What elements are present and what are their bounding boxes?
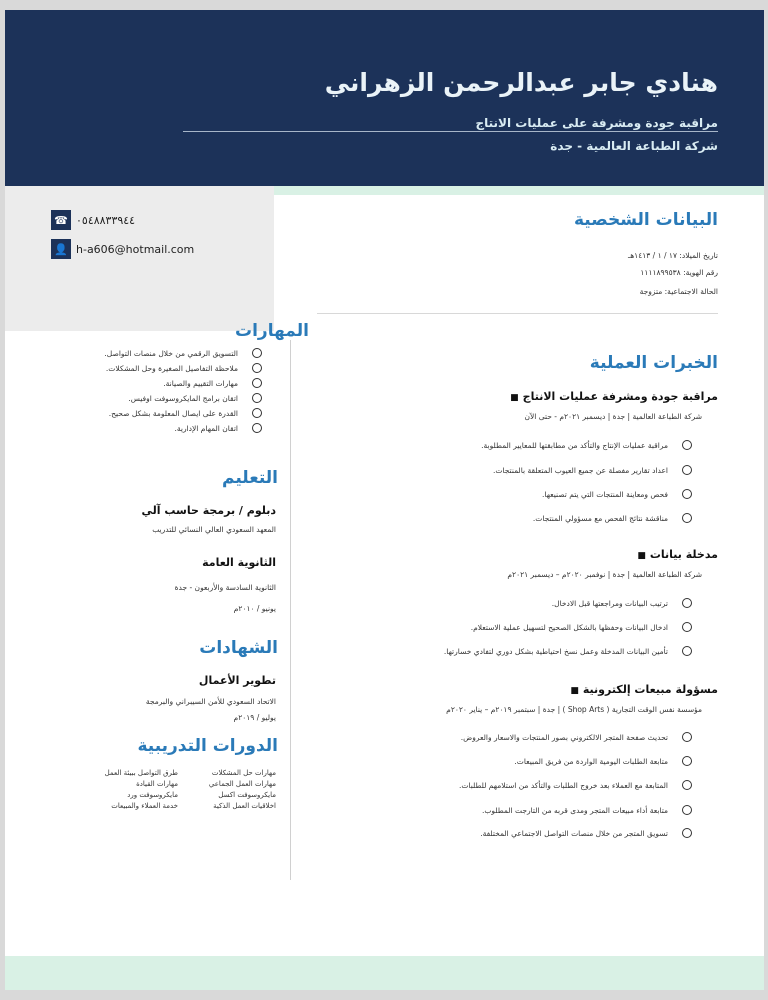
courses-column-right	[209, 769, 276, 813]
bullet-circle-icon	[252, 363, 262, 373]
education-date: يونيو / ٢٠١٠م	[233, 604, 276, 613]
bullet-circle-icon	[682, 756, 692, 766]
job-bullet: تسويق المتجر من خلال منصات التواصل الاجتماعي المختلفة.	[480, 828, 692, 838]
contact-box	[5, 186, 274, 331]
resume-header	[5, 10, 764, 186]
certificate-title: تطوير الأعمال	[198, 674, 276, 687]
accent-strip-bottom	[5, 956, 764, 990]
personal-divider	[317, 313, 718, 314]
bullet-circle-icon	[682, 805, 692, 815]
bullet-circle-icon	[682, 732, 692, 742]
job-bullet: مناقشة نتائج الفحص مع مسؤولي المنتجات.	[533, 513, 692, 523]
education-heading: التعليم	[222, 468, 278, 488]
course-item: مهارات القيادة	[136, 780, 178, 788]
person-name: هنادي جابر عبدالرحمن الزهراني	[324, 68, 718, 97]
job-title: مسؤولة مبيعات إلكترونية ■	[570, 683, 718, 696]
experience-heading: الخبرات العملية	[589, 353, 718, 373]
contact-phone-row	[51, 209, 135, 231]
personal-heading: البيانات الشخصية	[573, 210, 718, 230]
job-meta: شركة الطباعة العالمية | جدة | نوفمبر ٢٠٢٠م – ديسمبر ٢٠٢١م	[507, 570, 702, 579]
user-icon: 👤	[51, 239, 71, 259]
birth-date: تاريخ الميلاد: ١٧ / ١ / ١٤١٣هـ	[628, 251, 718, 260]
marital-status: الحالة الاجتماعية: متزوجة	[639, 287, 718, 296]
column-divider	[290, 340, 291, 880]
bullet-circle-icon	[252, 348, 262, 358]
courses-heading: الدورات التدريبية	[137, 736, 278, 756]
course-item: خدمة العملاء والمبيعات	[111, 802, 178, 810]
course-item: طرق التواصل ببيئة العمل	[104, 769, 178, 777]
course-item: مهارات حل المشكلات	[211, 769, 276, 777]
bullet-circle-icon	[682, 598, 692, 608]
contact-email-row	[51, 238, 194, 260]
education-title: دبلوم / برمجة حاسب آلي	[141, 504, 276, 517]
bullet-circle-icon	[682, 828, 692, 838]
job-title: مدخلة بيانات ■	[637, 548, 718, 561]
job-bullet: ادخال البيانات وحفظها بالشكل الصحيح لتسهيل عملية الاستعلام.	[471, 622, 692, 632]
bullet-circle-icon	[252, 393, 262, 403]
education-institute: الثانوية السادسة والأربعون - جدة	[174, 583, 276, 592]
course-item: مايكروسوفت ورد	[127, 791, 178, 799]
skill-item: ملاحظة التفاصيل الصغيرة وحل المشكلات.	[106, 363, 262, 373]
job-bullet: المتابعة مع العملاء بعد خروج الطلبات والتأكد من استلامهم للطلبات.	[459, 780, 692, 790]
bullet-circle-icon	[682, 465, 692, 475]
bullet-circle-icon	[682, 440, 692, 450]
job-bullet: تأمين البيانات المدخلة وعمل نسخ احتياطية بشكل دوري لتفادي خسارتها.	[444, 646, 692, 656]
bullet-circle-icon	[682, 513, 692, 523]
courses-column-left	[105, 769, 178, 813]
bullet-circle-icon	[252, 408, 262, 418]
bullet-circle-icon	[252, 423, 262, 433]
skill-item: اتقان برامج المايكروسوفت اوفيس.	[128, 393, 262, 403]
job-bullet: اعداد تقارير مفصلة عن جميع العيوب المتعلقة بالمنتجات.	[493, 465, 692, 475]
skills-heading: المهارات	[235, 321, 309, 341]
bullet-circle-icon	[682, 489, 692, 499]
course-item: مهارات العمل الجماعي	[208, 780, 276, 788]
job-title: مراقبة جودة ومشرفة عمليات الانتاج ■	[510, 390, 718, 403]
course-item: مايكروسوفت اكسل	[218, 791, 276, 799]
phone-number: ٠٥٤٨٨٣٣٩٤٤	[76, 213, 136, 227]
id-number: رقم الهوية: ١١١١٨٩٩٥٣٨	[640, 268, 718, 277]
company-headline: شركة الطباعة العالمية - جدة	[550, 139, 718, 153]
certificate-org: الاتحاد السعودي للأمن السيبراني والبرمجة	[145, 697, 276, 706]
resume-page	[5, 10, 764, 990]
skill-item: مهارات التقييم والصيانة.	[163, 378, 262, 388]
job-meta: مؤسسة نفس الوقت التجارية ( Shop Arts ) | جدة | سبتمبر ٢٠١٩م – يناير ٢٠٢٠م	[446, 705, 702, 714]
certificate-date: يوليو / ٢٠١٩م	[233, 713, 276, 722]
job-bullet: متابعة الطلبات اليومية الواردة من فريق المبيعات.	[514, 756, 692, 766]
header-divider	[183, 131, 718, 132]
job-bullet: فحص ومعاينة المنتجات التي يتم تصنيعها.	[542, 489, 692, 499]
job-meta: شركة الطباعة العالمية | جدة | ديسمبر ٢٠٢١م - حتى الآن	[524, 412, 702, 421]
accent-strip-top	[274, 186, 764, 195]
job-bullet: ترتيب البيانات ومراجعتها قبل الادخال.	[552, 598, 692, 608]
course-item: اخلاقيات العمل الذكية	[213, 802, 276, 810]
bullet-circle-icon	[682, 780, 692, 790]
skill-item: التسويق الرقمي من خلال منصات التواصل.	[104, 348, 262, 358]
education-title: الثانوية العامة	[202, 556, 276, 569]
email-address[interactable]: h-a606@hotmail.com	[76, 242, 195, 256]
skill-item: اتقان المهام الإدارية.	[174, 423, 262, 433]
job-bullet: تحديث صفحة المتجر الالكتروني بصور المنتجات والاسعار والعروض.	[461, 732, 692, 742]
job-bullet: متابعة أداء مبيعات المتجر ومدى قربه من التارجت المطلوب.	[482, 805, 692, 815]
bullet-circle-icon	[252, 378, 262, 388]
skill-item: القدرة على ايصال المعلومة بشكل صحيح.	[109, 408, 262, 418]
bullet-circle-icon	[682, 646, 692, 656]
certificates-heading: الشهادات	[199, 638, 278, 658]
job-bullet: مراقبة عمليات الإنتاج والتأكد من مطابقتها للمعايير المطلوبة.	[481, 440, 692, 450]
education-institute: المعهد السعودي العالي النسائي للتدريب	[152, 525, 276, 534]
job-headline: مراقبة جودة ومشرفة على عمليات الانتاج	[475, 116, 718, 130]
bullet-circle-icon	[682, 622, 692, 632]
phone-icon: ☎	[51, 210, 71, 230]
